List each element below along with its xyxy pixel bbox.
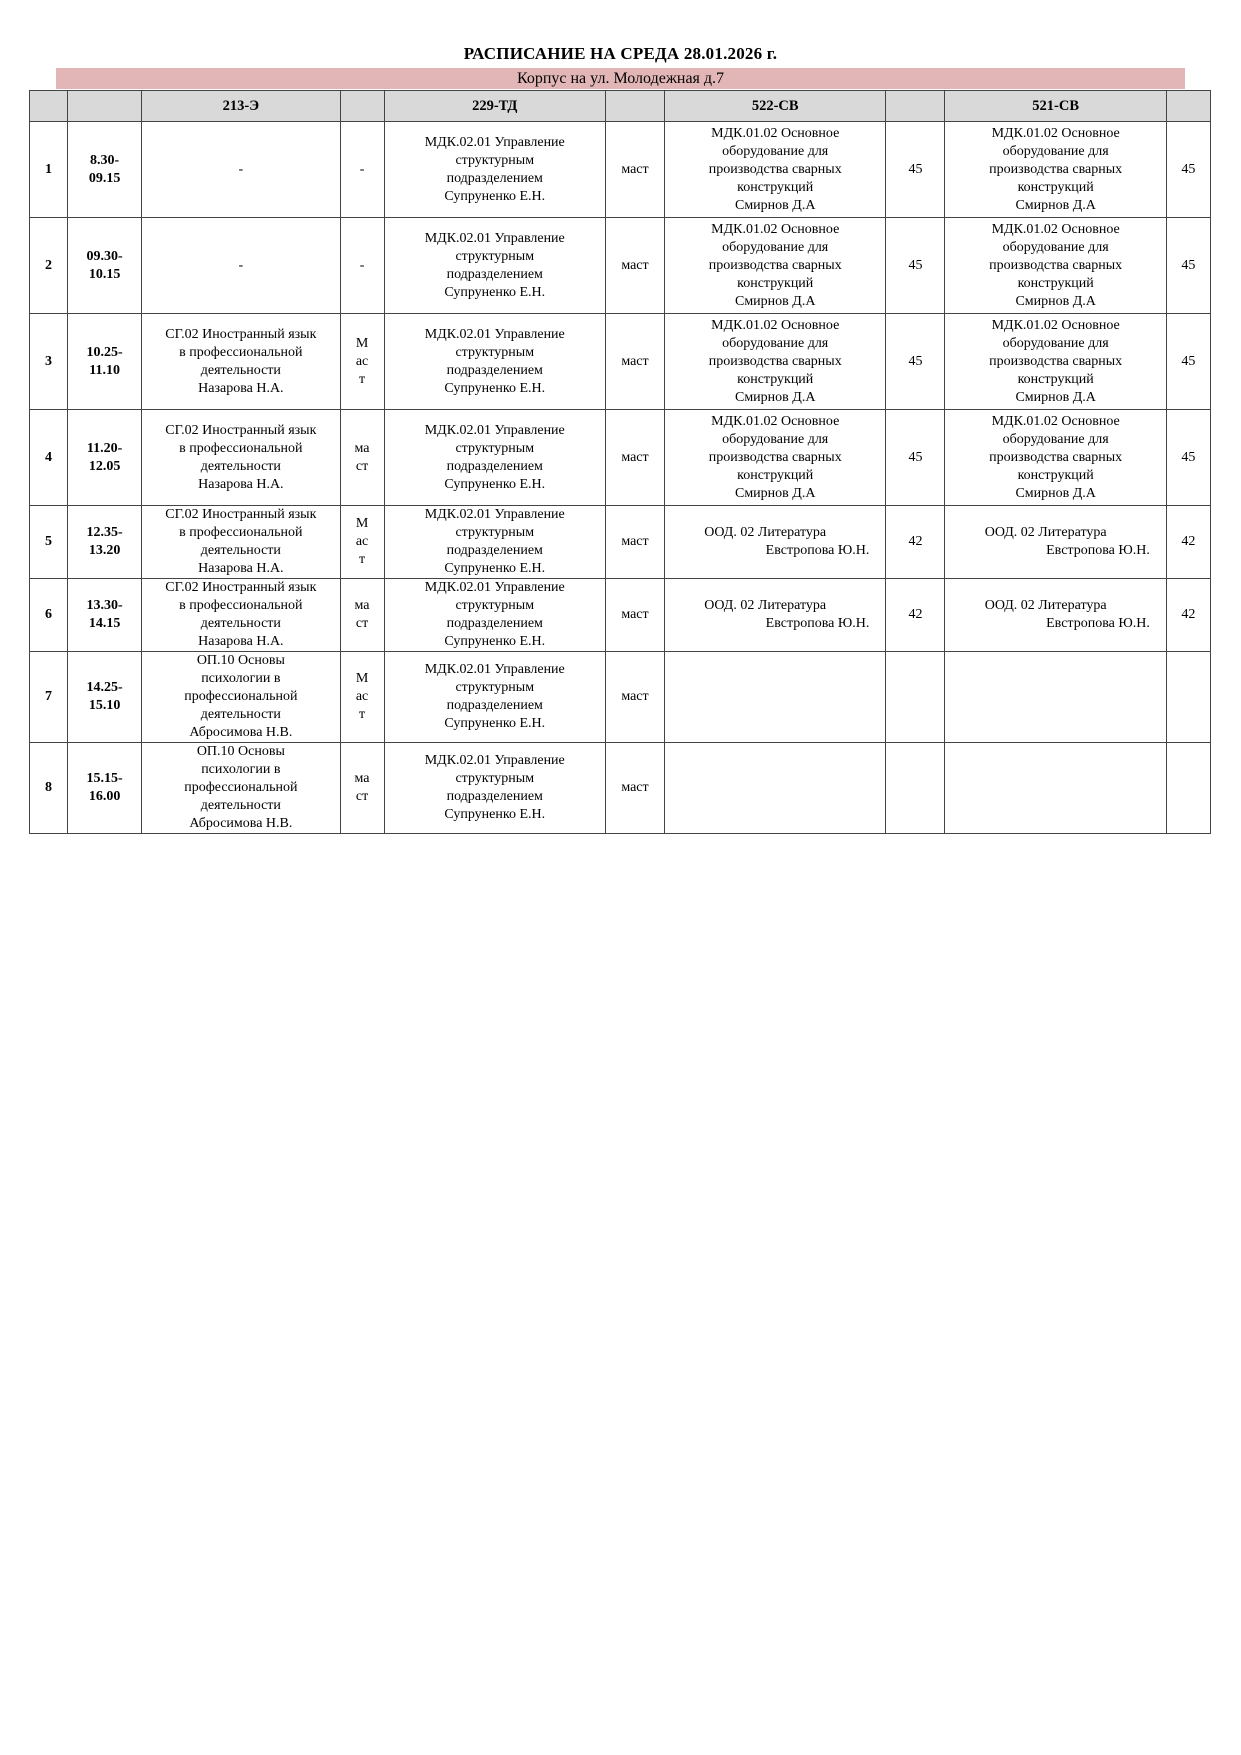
- header-room-229-td: [605, 91, 664, 122]
- cell-line: -: [359, 257, 365, 273]
- cell-line: МДК.02.01 Управление: [424, 753, 565, 768]
- cell-line: Евстропова Ю.Н.: [765, 543, 870, 558]
- cell-line: МДК.01.02 Основное: [991, 413, 1120, 429]
- cell-line: конструкций: [737, 275, 814, 291]
- cell-line: производства сварных: [708, 353, 842, 369]
- cell-line: Супруненко Е.Н.: [444, 188, 546, 204]
- room-213-e: [340, 122, 384, 218]
- cell-line: производства сварных: [989, 449, 1123, 465]
- cell-line: 45: [908, 161, 923, 177]
- cell-line: 14.25-: [86, 680, 123, 695]
- cell-line: конструкций: [1017, 467, 1094, 483]
- room-229-td: [605, 652, 664, 743]
- lesson-521-sv: [945, 652, 1166, 743]
- cell-line: подразделением: [446, 170, 543, 186]
- cell-line: оборудование для: [1002, 239, 1109, 255]
- cell-line: 11.20-: [86, 440, 123, 456]
- cell-line: ООД. 02 Литература: [984, 598, 1107, 613]
- room-521-sv: [1166, 652, 1210, 743]
- lesson-number: 5: [30, 506, 68, 579]
- cell-line: 42: [908, 534, 923, 549]
- room-213-e: [340, 506, 384, 579]
- cell-line: т: [358, 552, 366, 567]
- lesson-522-sv: [665, 579, 886, 652]
- cell-line: конструкций: [1017, 275, 1094, 291]
- schedule-row: [30, 579, 1211, 652]
- cell-line: подразделением: [446, 789, 543, 804]
- header-group-521-sv: 521-СВ: [945, 91, 1166, 122]
- cell-line: структурным: [455, 598, 535, 613]
- lesson-229-td: [384, 410, 605, 506]
- cell-line: оборудование для: [722, 335, 829, 351]
- lesson-time: [68, 410, 142, 506]
- schedule-row: [30, 506, 1211, 579]
- cell-line: оборудование для: [722, 431, 829, 447]
- lesson-213-e: [142, 579, 340, 652]
- cell-line: 10.15: [88, 266, 121, 282]
- room-229-td: [605, 743, 664, 834]
- room-522-sv: [886, 122, 945, 218]
- lesson-time: [68, 506, 142, 579]
- cell-line: 42: [1181, 607, 1196, 622]
- lesson-229-td: [384, 506, 605, 579]
- cell-line: -: [238, 161, 244, 177]
- lesson-521-sv: [945, 218, 1166, 314]
- cell-line: 45: [908, 353, 923, 369]
- lesson-213-e: [142, 218, 340, 314]
- cell-line: Смирнов Д.А: [734, 389, 816, 405]
- lesson-521-sv: [945, 314, 1166, 410]
- cell-line: маст: [621, 607, 649, 622]
- schedule-row: [30, 122, 1211, 218]
- cell-line: МДК.01.02 Основное: [711, 317, 840, 333]
- cell-line: Смирнов Д.А: [1015, 389, 1096, 405]
- cell-line: МДК.01.02 Основное: [711, 413, 840, 429]
- header-group-522-sv: 522-СВ: [665, 91, 886, 122]
- cell-line: МДК.02.01 Управление: [424, 422, 565, 438]
- room-213-e: [340, 218, 384, 314]
- cell-line: производства сварных: [989, 353, 1123, 369]
- cell-line: ОП.10 Основы: [196, 653, 285, 668]
- cell-line: производства сварных: [708, 449, 842, 465]
- cell-line: Смирнов Д.А: [1015, 197, 1096, 213]
- cell-line: структурным: [455, 680, 535, 695]
- cell-line: конструкций: [1017, 179, 1094, 195]
- cell-line: МДК.01.02 Основное: [711, 125, 840, 141]
- cell-line: 42: [1181, 534, 1196, 549]
- header-row: [30, 91, 1211, 122]
- cell-line: 15.10: [88, 698, 121, 713]
- lesson-number: 6: [30, 579, 68, 652]
- lesson-time: [68, 652, 142, 743]
- lesson-time: [68, 743, 142, 834]
- cell-line: Смирнов Д.А: [1015, 293, 1096, 309]
- cell-line: производства сварных: [989, 161, 1123, 177]
- room-522-sv: [886, 652, 945, 743]
- lesson-521-sv: [945, 743, 1166, 834]
- cell-line: т: [358, 371, 366, 387]
- room-229-td: [605, 314, 664, 410]
- schedule-row: [30, 314, 1211, 410]
- cell-line: подразделением: [446, 458, 543, 474]
- cell-line: -: [359, 161, 365, 177]
- room-229-td: [605, 122, 664, 218]
- header-room-522-sv: [886, 91, 945, 122]
- lesson-522-sv: [665, 652, 886, 743]
- cell-line: М: [355, 671, 369, 686]
- cell-line: Супруненко Е.Н.: [444, 476, 546, 492]
- cell-line: МДК.02.01 Управление: [424, 507, 565, 522]
- room-229-td: [605, 410, 664, 506]
- cell-line: структурным: [455, 152, 535, 168]
- cell-line: Смирнов Д.А: [1015, 485, 1096, 501]
- header-group-229-td: 229-ТД: [384, 91, 605, 122]
- cell-line: Смирнов Д.А: [734, 197, 816, 213]
- room-521-sv: [1166, 743, 1210, 834]
- lesson-522-sv: [665, 122, 886, 218]
- cell-line: ас: [355, 353, 369, 369]
- cell-line: 45: [908, 449, 923, 465]
- cell-line: СГ.02 Иностранный язык: [165, 507, 317, 522]
- cell-line: деятельности: [200, 798, 281, 813]
- cell-line: -: [238, 257, 244, 273]
- cell-line: 45: [1181, 257, 1196, 273]
- cell-line: 42: [908, 607, 923, 622]
- lesson-number: 2: [30, 218, 68, 314]
- cell-line: ООД. 02 Литература: [704, 598, 827, 613]
- cell-line: структурным: [455, 440, 535, 456]
- cell-line: СГ.02 Иностранный язык: [165, 422, 317, 438]
- cell-line: конструкций: [1017, 371, 1094, 387]
- cell-line: ст: [355, 789, 369, 804]
- cell-line: МДК.02.01 Управление: [424, 326, 565, 342]
- cell-line: 45: [1181, 449, 1196, 465]
- schedule-row: [30, 743, 1211, 834]
- lesson-time: [68, 122, 142, 218]
- schedule-row: [30, 218, 1211, 314]
- cell-line: ОП.10 Основы: [196, 744, 285, 759]
- room-522-sv: [886, 314, 945, 410]
- cell-line: 13.30-: [86, 598, 123, 613]
- cell-line: Супруненко Е.Н.: [444, 561, 546, 576]
- cell-line: производства сварных: [708, 161, 842, 177]
- cell-line: 10.25-: [86, 344, 123, 360]
- room-522-sv: [886, 579, 945, 652]
- cell-line: Супруненко Е.Н.: [444, 634, 546, 649]
- cell-line: Евстропова Ю.Н.: [1046, 543, 1150, 558]
- room-229-td: [605, 218, 664, 314]
- room-522-sv: [886, 218, 945, 314]
- cell-line: М: [355, 516, 369, 531]
- cell-line: конструкций: [737, 179, 814, 195]
- room-522-sv: [886, 506, 945, 579]
- cell-line: оборудование для: [1002, 335, 1109, 351]
- cell-line: Смирнов Д.А: [734, 293, 816, 309]
- cell-line: ма: [354, 440, 370, 456]
- cell-line: 12.05: [88, 458, 121, 474]
- room-522-sv: [886, 743, 945, 834]
- schedule-row: [30, 410, 1211, 506]
- cell-line: маст: [621, 257, 649, 273]
- lesson-521-sv: [945, 122, 1166, 218]
- cell-line: структурным: [455, 771, 535, 786]
- lesson-number: 7: [30, 652, 68, 743]
- lesson-521-sv: [945, 410, 1166, 506]
- cell-line: конструкций: [737, 467, 814, 483]
- schedule-body: [30, 122, 1211, 834]
- cell-line: Назарова Н.А.: [198, 380, 284, 396]
- lesson-229-td: [384, 652, 605, 743]
- cell-line: ма: [354, 771, 370, 786]
- cell-line: т: [358, 707, 366, 722]
- cell-line: Назарова Н.А.: [198, 634, 284, 649]
- cell-line: маст: [621, 161, 649, 177]
- cell-line: 13.20: [88, 543, 121, 558]
- cell-line: ст: [355, 616, 369, 631]
- room-213-e: [340, 314, 384, 410]
- lesson-213-e: [142, 410, 340, 506]
- cell-line: Евстропова Ю.Н.: [1046, 616, 1150, 631]
- room-521-sv: [1166, 122, 1210, 218]
- cell-line: СГ.02 Иностранный язык: [165, 580, 317, 595]
- room-521-sv: [1166, 506, 1210, 579]
- lesson-521-sv: [945, 579, 1166, 652]
- room-521-sv: [1166, 218, 1210, 314]
- header-room-213-e: [340, 91, 384, 122]
- cell-line: деятельности: [200, 707, 281, 722]
- cell-line: 8.30-: [90, 152, 120, 168]
- cell-line: 14.15: [88, 616, 121, 631]
- cell-line: профессиональной: [184, 780, 298, 795]
- cell-line: МДК.02.01 Управление: [424, 662, 565, 677]
- lesson-213-e: [142, 652, 340, 743]
- lesson-number: 1: [30, 122, 68, 218]
- cell-line: оборудование для: [722, 143, 829, 159]
- cell-line: конструкций: [737, 371, 814, 387]
- cell-line: 45: [1181, 353, 1196, 369]
- room-213-e: [340, 579, 384, 652]
- cell-line: МДК.02.01 Управление: [424, 580, 565, 595]
- room-213-e: [340, 743, 384, 834]
- cell-line: СГ.02 Иностранный язык: [165, 326, 317, 342]
- cell-line: ООД. 02 Литература: [984, 525, 1107, 540]
- room-521-sv: [1166, 314, 1210, 410]
- lesson-213-e: [142, 506, 340, 579]
- room-522-sv: [886, 410, 945, 506]
- lesson-time: [68, 579, 142, 652]
- cell-line: МДК.02.01 Управление: [424, 134, 565, 150]
- lesson-522-sv: [665, 506, 886, 579]
- lesson-229-td: [384, 314, 605, 410]
- header-num: [30, 91, 68, 122]
- cell-line: маст: [621, 689, 649, 704]
- cell-line: в профессиональной: [179, 598, 303, 613]
- cell-line: подразделением: [446, 543, 543, 558]
- cell-line: МДК.01.02 Основное: [991, 221, 1120, 237]
- lesson-522-sv: [665, 314, 886, 410]
- cell-line: структурным: [455, 525, 535, 540]
- lesson-522-sv: [665, 218, 886, 314]
- cell-line: оборудование для: [1002, 431, 1109, 447]
- header-time: [68, 91, 142, 122]
- lesson-229-td: [384, 579, 605, 652]
- cell-line: ма: [354, 598, 370, 613]
- room-521-sv: [1166, 579, 1210, 652]
- room-521-sv: [1166, 410, 1210, 506]
- cell-line: 11.10: [89, 362, 120, 378]
- lesson-number: 8: [30, 743, 68, 834]
- cell-line: Абросимова Н.В.: [189, 816, 293, 831]
- header-group-213-e: 213-Э: [142, 91, 340, 122]
- lesson-213-e: [142, 743, 340, 834]
- cell-line: 15.15-: [86, 771, 123, 786]
- cell-line: Абросимова Н.В.: [189, 725, 293, 740]
- cell-line: М: [355, 335, 369, 351]
- schedule-table: [29, 90, 1211, 834]
- lesson-229-td: [384, 122, 605, 218]
- cell-line: в профессиональной: [179, 344, 303, 360]
- cell-line: производства сварных: [989, 257, 1123, 273]
- cell-line: МДК.01.02 Основное: [711, 221, 840, 237]
- cell-line: психологии в: [201, 671, 281, 686]
- lesson-time: [68, 218, 142, 314]
- cell-line: подразделением: [446, 266, 543, 282]
- cell-line: деятельности: [200, 543, 281, 558]
- cell-line: деятельности: [200, 616, 281, 631]
- cell-line: маст: [621, 780, 649, 795]
- cell-line: Супруненко Е.Н.: [444, 284, 546, 300]
- cell-line: Супруненко Е.Н.: [444, 716, 546, 731]
- cell-line: структурным: [455, 344, 535, 360]
- cell-line: ст: [355, 458, 369, 474]
- cell-line: ас: [355, 534, 369, 549]
- cell-line: ООД. 02 Литература: [704, 525, 827, 540]
- cell-line: 45: [908, 257, 923, 273]
- cell-line: МДК.01.02 Основное: [991, 125, 1120, 141]
- lesson-522-sv: [665, 743, 886, 834]
- lesson-213-e: [142, 122, 340, 218]
- cell-line: 09.30-: [86, 248, 123, 264]
- cell-line: психологии в: [201, 762, 281, 777]
- cell-line: оборудование для: [1002, 143, 1109, 159]
- cell-line: 09.15: [88, 170, 121, 186]
- lesson-229-td: [384, 218, 605, 314]
- cell-line: Евстропова Ю.Н.: [765, 616, 870, 631]
- building-subtitle: Корпус на ул. Молодежная д.7: [56, 68, 1185, 89]
- cell-line: Супруненко Е.Н.: [444, 807, 546, 822]
- cell-line: деятельности: [200, 458, 281, 474]
- cell-line: деятельности: [200, 362, 281, 378]
- cell-line: структурным: [455, 248, 535, 264]
- cell-line: в профессиональной: [179, 440, 303, 456]
- lesson-time: [68, 314, 142, 410]
- cell-line: подразделением: [446, 698, 543, 713]
- cell-line: подразделением: [446, 616, 543, 631]
- cell-line: 45: [1181, 161, 1196, 177]
- lesson-521-sv: [945, 506, 1166, 579]
- cell-line: подразделением: [446, 362, 543, 378]
- cell-line: Супруненко Е.Н.: [444, 380, 546, 396]
- cell-line: 12.35-: [86, 525, 123, 540]
- cell-line: оборудование для: [722, 239, 829, 255]
- cell-line: 16.00: [88, 789, 121, 804]
- cell-line: маст: [621, 449, 649, 465]
- cell-line: Назарова Н.А.: [198, 561, 284, 576]
- lesson-number: 4: [30, 410, 68, 506]
- room-229-td: [605, 579, 664, 652]
- cell-line: Смирнов Д.А: [734, 485, 816, 501]
- header-room-521-sv: [1166, 91, 1210, 122]
- cell-line: ас: [355, 689, 369, 704]
- cell-line: маст: [621, 534, 649, 549]
- room-229-td: [605, 506, 664, 579]
- page-title: РАСПИСАНИЕ НА СРЕДА 28.01.2026 г.: [463, 44, 778, 63]
- cell-line: МДК.02.01 Управление: [424, 230, 565, 246]
- lesson-522-sv: [665, 410, 886, 506]
- lesson-229-td: [384, 743, 605, 834]
- cell-line: в профессиональной: [179, 525, 303, 540]
- cell-line: производства сварных: [708, 257, 842, 273]
- cell-line: маст: [621, 353, 649, 369]
- schedule-row: [30, 652, 1211, 743]
- lesson-number: 3: [30, 314, 68, 410]
- room-213-e: [340, 652, 384, 743]
- lesson-213-e: [142, 314, 340, 410]
- cell-line: МДК.01.02 Основное: [991, 317, 1120, 333]
- cell-line: профессиональной: [184, 689, 298, 704]
- cell-line: Назарова Н.А.: [198, 476, 284, 492]
- room-213-e: [340, 410, 384, 506]
